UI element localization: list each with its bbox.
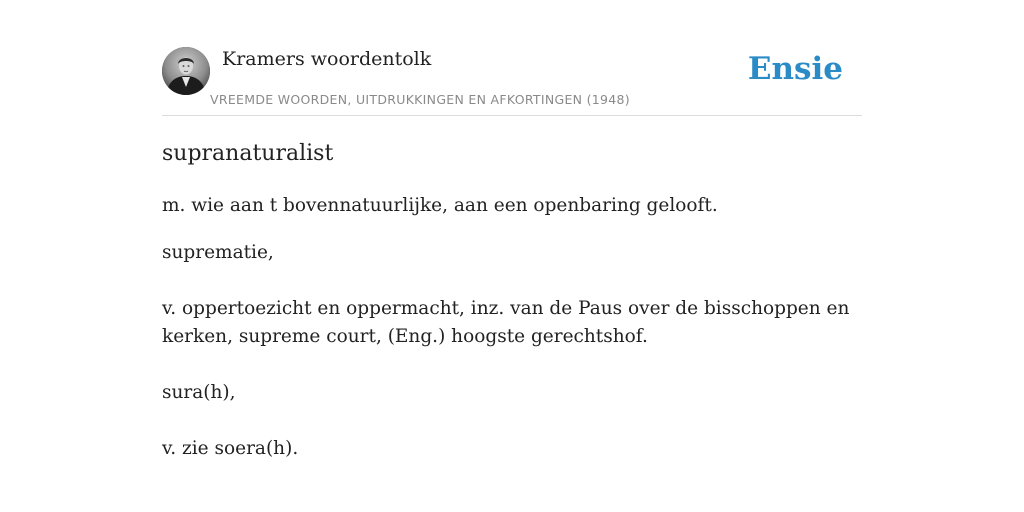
continuation-line: suprematie,: [162, 242, 274, 263]
entry-definition: m. wie aan t bovennatuurlijke, aan een openbaring gelooft.: [162, 195, 718, 216]
author-portrait-avatar[interactable]: [162, 47, 210, 95]
dictionary-header: [162, 45, 862, 116]
continuation-line: v. oppertoezicht en oppermacht, inz. van de Paus over de bisschoppen en kerken, supreme court, (Eng.) hoogste gerechtshof.: [162, 298, 850, 347]
continuation-line: sura(h),: [162, 382, 236, 403]
page-container: [162, 0, 862, 512]
entry-headword: supranaturalist: [162, 141, 334, 166]
book-title[interactable]: Kramers woordentolk: [222, 48, 432, 70]
book-subtitle: VREEMDE WOORDEN, UITDRUKKINGEN EN AFKORTINGEN (1948): [210, 92, 630, 107]
continuation-line: v. zie soera(h).: [162, 438, 299, 459]
portrait-icon: [162, 47, 210, 95]
ensie-logo-link[interactable]: Ensie: [747, 51, 843, 87]
